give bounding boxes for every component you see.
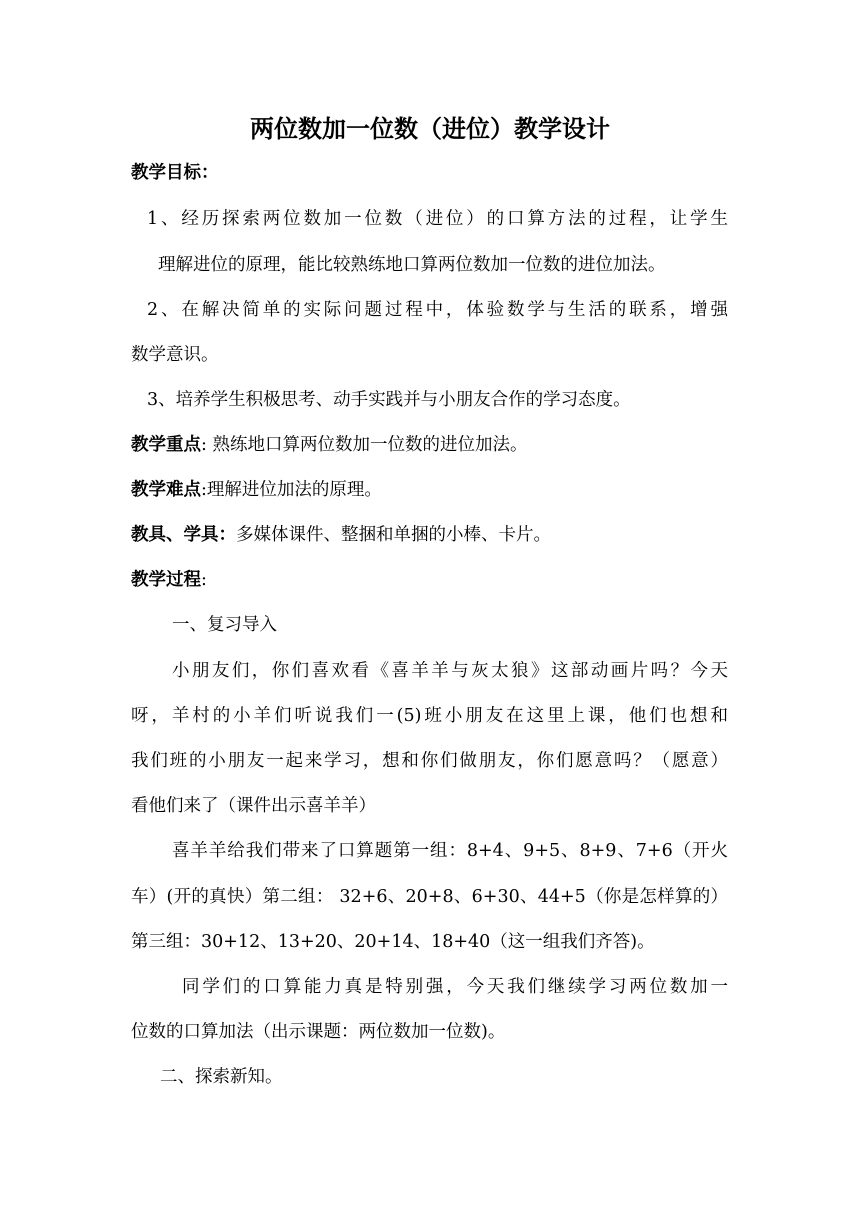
process-heading: [131, 567, 207, 593]
process-colon: :: [201, 570, 207, 590]
key-point-text: : 熟练地口算两位数加一位数的进位加法。: [201, 435, 528, 455]
process-label: 教学过程: [131, 570, 201, 590]
objectives-heading: 教学目标：: [131, 163, 219, 183]
para-1-line: 呀，羊村的小羊们听说我们一(5)班小朋友在这里上课，他们也想和: [131, 706, 728, 726]
section-2-heading: 二、探索新知。: [160, 1067, 283, 1087]
tools-text: 多媒体课件、整捆和单捆的小棒、卡片。: [236, 525, 551, 545]
section-1-heading: 一、复习导入: [172, 615, 277, 635]
para-2-line: 车）(开的真快）第二组： 32+6、20+8、6+30、44+5（你是怎样算的）: [131, 887, 728, 907]
objective-3: 3、培养学生积极思考、动手实践并与小朋友合作的学习态度。: [147, 390, 631, 410]
para-2-line: 第三组：30+12、13+20、20+14、18+40（这一组我们齐答)。: [131, 932, 655, 952]
difficulty-label: 教学难点: [131, 480, 201, 500]
para-1-line: 我们班的小朋友一起来学习，想和你们做朋友，你们愿意吗？（愿意）: [131, 751, 728, 771]
objective-2-line-2: 数学意识。: [131, 345, 219, 365]
key-point-label: 教学重点: [131, 435, 201, 455]
objective-1-line-2: 理解进位的原理，能比较熟练地口算两位数加一位数的进位加法。: [158, 255, 666, 275]
tools-label: 教具、学具：: [131, 525, 236, 545]
para-1-line: 看他们来了（课件出示喜羊羊）: [131, 796, 376, 816]
para-1-line: 小朋友们，你们喜欢看《喜羊羊与灰太狼》这部动画片吗？今天: [172, 661, 728, 681]
difficulty-text: :理解进位加法的原理。: [201, 480, 382, 500]
para-3-line: 位数的口算加法（出示课题：两位数加一位数)。: [131, 1022, 506, 1042]
difficulty: [131, 477, 382, 503]
para-3-line: 同学们的口算能力真是特别强，今天我们继续学习两位数加一: [182, 977, 728, 997]
para-2-line: 喜羊羊给我们带来了口算题第一组：8+4、9+5、8+9、7+6（开火: [172, 841, 728, 861]
document-title: 两位数加一位数（进位）教学设计: [250, 114, 610, 143]
objective-1-line-1: 1、经历探索两位数加一位数（进位）的口算方法的过程，让学生: [147, 209, 728, 229]
objective-2-line-1: 2、在解决简单的实际问题过程中，体验数学与生活的联系，增强: [147, 300, 728, 320]
key-point: [131, 432, 527, 458]
tools: [131, 522, 551, 548]
